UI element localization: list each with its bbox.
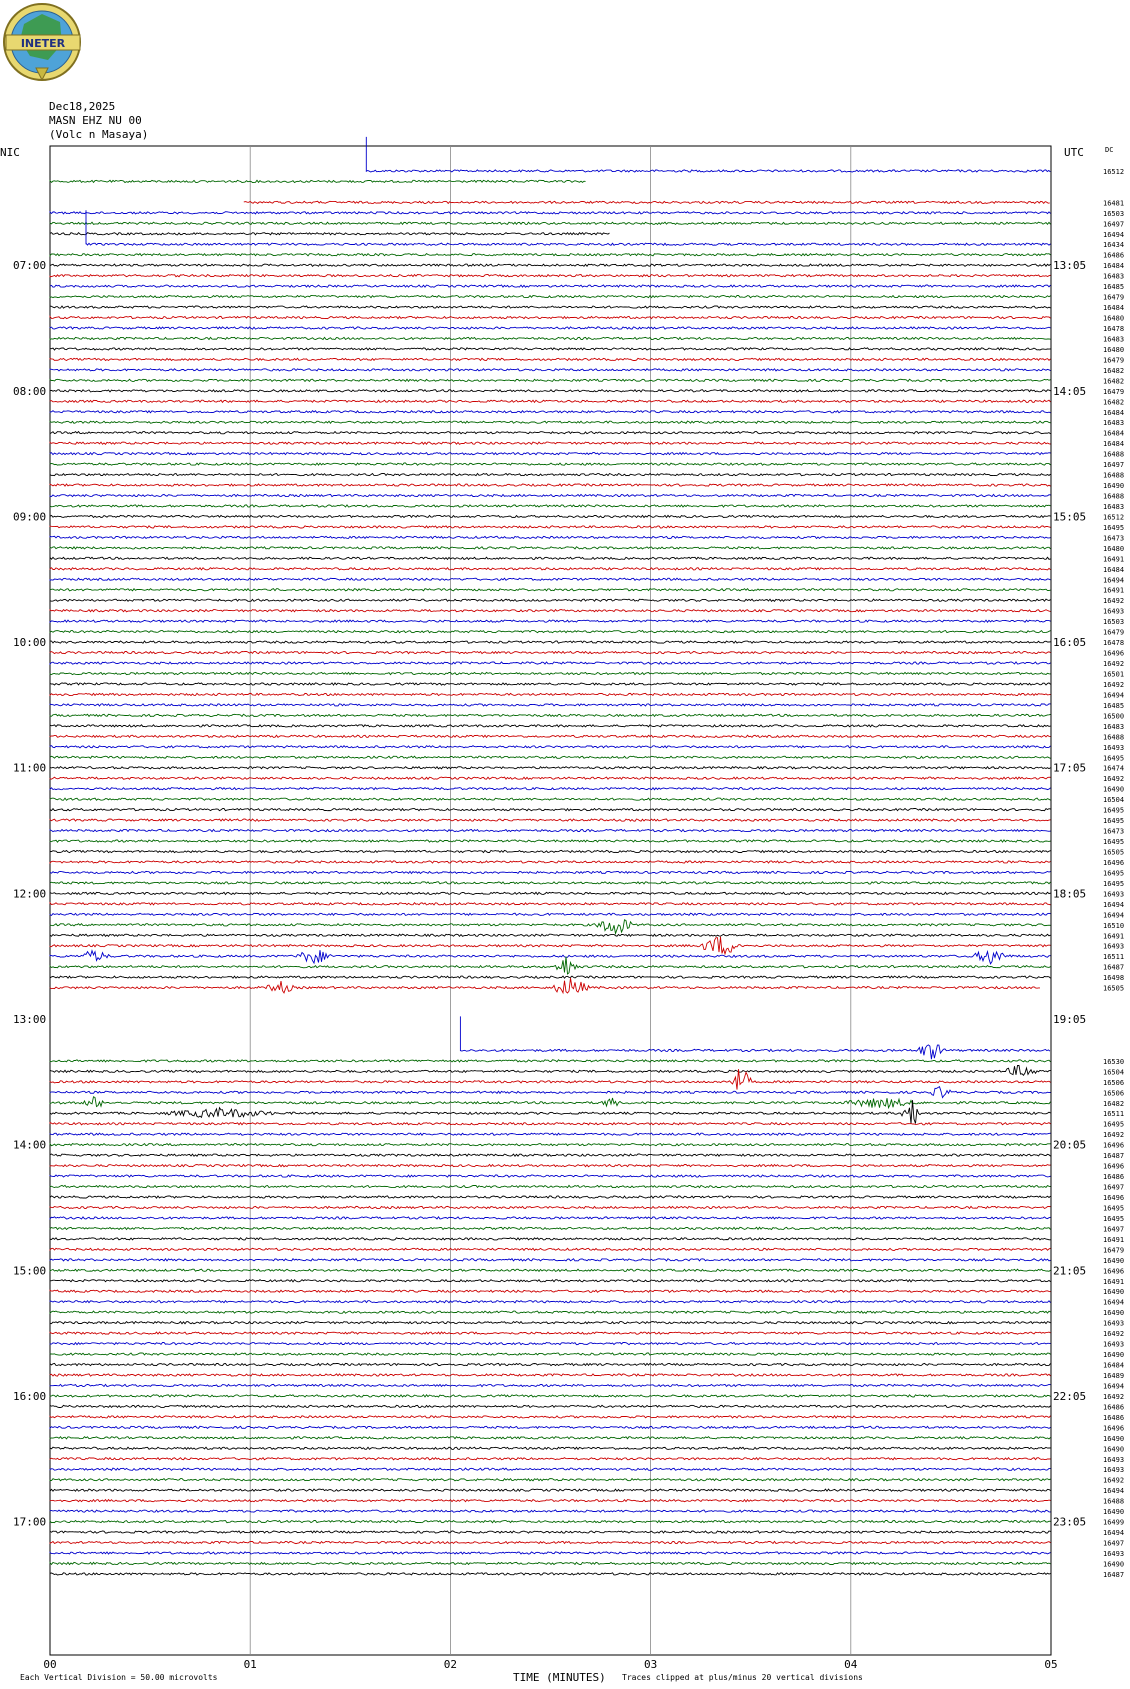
x-tick-label: 03 xyxy=(643,1658,658,1671)
trace-line xyxy=(50,474,1051,476)
dc-offset-label: 16498 xyxy=(1103,974,1125,983)
trace-line xyxy=(50,631,1051,633)
trace-line xyxy=(50,937,1051,954)
trace-line xyxy=(50,903,1051,905)
trace-line xyxy=(50,390,1051,392)
right-axis-label: UTC xyxy=(1064,146,1084,159)
trace-line xyxy=(50,411,1051,413)
trace-line xyxy=(50,920,1051,934)
trace-line xyxy=(50,316,1051,318)
trace-line xyxy=(50,306,1051,308)
trace-line xyxy=(50,1269,1051,1271)
trace-line xyxy=(50,547,1051,549)
trace-line xyxy=(50,1468,1051,1470)
dc-offset-label: 16511 xyxy=(1103,953,1125,962)
trace-line xyxy=(50,693,1051,695)
trace-line xyxy=(50,358,1051,360)
trace-line xyxy=(50,1154,1051,1156)
trace-line xyxy=(244,201,1049,203)
dc-offset-label: 16494 xyxy=(1103,1487,1125,1496)
trace-line xyxy=(50,233,610,235)
dc-offset-label: 16478 xyxy=(1103,324,1125,333)
trace-line xyxy=(50,725,1051,727)
dc-offset-label: 16484 xyxy=(1103,304,1125,313)
dc-offset-label: 16496 xyxy=(1103,1424,1125,1433)
dc-offset-label: 16492 xyxy=(1103,660,1125,669)
dc-offset-label: 16493 xyxy=(1103,942,1125,951)
dc-offset-label: 16494 xyxy=(1103,576,1125,585)
dc-offset-label: 16497 xyxy=(1103,461,1125,470)
dc-offset-label: 16480 xyxy=(1103,544,1125,553)
trace-line xyxy=(50,1384,1051,1386)
scale-note: Each Vertical Division = 50.00 microvolts xyxy=(20,1673,218,1682)
dc-offset-label: 16495 xyxy=(1103,879,1125,888)
trace-line xyxy=(50,1097,1051,1108)
dc-offset-label: 16479 xyxy=(1103,387,1125,396)
dc-offset-label: 16482 xyxy=(1103,377,1125,386)
dc-offset-label: 16495 xyxy=(1103,1214,1125,1223)
dc-offset-label: 16495 xyxy=(1103,838,1125,847)
trace-line xyxy=(50,871,1051,873)
trace-line xyxy=(50,1280,1051,1282)
dc-offset-label: 16510 xyxy=(1103,921,1125,930)
nic-time-label: 16:00 xyxy=(13,1389,47,1403)
trace-line xyxy=(50,327,1051,329)
trace-line xyxy=(50,1238,1051,1240)
trace-line xyxy=(50,348,1051,350)
trace-line xyxy=(50,672,1051,674)
trace-line xyxy=(50,1531,1051,1533)
dc-offset-label: 16478 xyxy=(1103,639,1125,648)
trace-line xyxy=(50,484,1051,486)
trace-line xyxy=(50,1458,1051,1460)
dc-offset-label: 16503 xyxy=(1103,618,1125,627)
logo-text: INETER xyxy=(20,37,66,50)
dc-offset-label: 16500 xyxy=(1103,712,1125,721)
trace-line xyxy=(50,442,1051,444)
trace-line xyxy=(50,610,1051,612)
dc-offset-label: 16483 xyxy=(1103,722,1125,731)
dc-offset-label: 16496 xyxy=(1103,858,1125,867)
dc-offset-label: 16484 xyxy=(1103,429,1125,438)
dc-offset-label: 16490 xyxy=(1103,1288,1125,1297)
trace-line xyxy=(50,1175,1051,1177)
dc-offset-label: 16486 xyxy=(1103,251,1125,260)
dc-offset-label: 16506 xyxy=(1103,1089,1125,1098)
trace-line xyxy=(50,463,1051,465)
trace-line xyxy=(50,222,1051,224)
clip-note: Traces clipped at plus/minus 20 vertical divisions xyxy=(622,1673,863,1682)
dc-offset-label: 16479 xyxy=(1103,356,1125,365)
dc-offset-label: 16490 xyxy=(1103,1434,1125,1443)
trace-line xyxy=(50,1290,1051,1292)
trace-line xyxy=(50,714,1051,716)
trace-line xyxy=(50,536,1051,538)
dc-offset-label: 16482 xyxy=(1103,1099,1125,1108)
dc-offset-label: 16473 xyxy=(1103,534,1125,543)
dc-offset-label: 16487 xyxy=(1103,1152,1125,1161)
trace-line xyxy=(50,1217,1051,1219)
trace-line xyxy=(50,599,1051,601)
dc-offset-label: 16504 xyxy=(1103,796,1125,805)
dc-offset-label: 16504 xyxy=(1103,1068,1125,1077)
trace-line xyxy=(50,1185,1051,1187)
dc-offset-label: 16486 xyxy=(1103,1173,1125,1182)
dc-offset-label: 16473 xyxy=(1103,827,1125,836)
trace-line xyxy=(50,1395,1051,1397)
nic-time-label: 17:00 xyxy=(13,1515,47,1529)
trace-line xyxy=(50,1489,1051,1491)
dc-offset-label: 16492 xyxy=(1103,1476,1125,1485)
dc-offset-label: 16492 xyxy=(1103,1392,1125,1401)
trace-line xyxy=(50,1374,1051,1376)
dc-offset-label: 16497 xyxy=(1103,220,1125,229)
trace-line xyxy=(50,798,1051,800)
dc-offset-label: 16496 xyxy=(1103,649,1125,658)
trace-line xyxy=(50,1573,1051,1575)
dc-offset-label: 16483 xyxy=(1103,419,1125,428)
trace-line xyxy=(50,1248,1051,1250)
dc-offset-label: 16490 xyxy=(1103,482,1125,491)
trace-line xyxy=(50,767,1051,769)
utc-time-label: 22:05 xyxy=(1053,1389,1087,1403)
dc-offset-label: 16486 xyxy=(1103,1413,1125,1422)
dc-offset-label: 16503 xyxy=(1103,209,1125,218)
trace-line xyxy=(50,1521,1051,1523)
trace-line xyxy=(50,976,1051,978)
trace-line xyxy=(50,180,586,182)
dc-offset-label: 16497 xyxy=(1103,1183,1125,1192)
trace-line xyxy=(50,379,1051,381)
dc-offset-label: 16499 xyxy=(1103,1518,1125,1527)
dc-offset-label: 16494 xyxy=(1103,1298,1125,1307)
utc-time-label: 13:05 xyxy=(1053,259,1087,273)
trace-line xyxy=(50,746,1051,748)
trace-line xyxy=(50,432,1051,434)
trace-line xyxy=(50,264,1051,266)
trace-line xyxy=(86,210,1051,245)
trace-line xyxy=(50,620,1051,622)
dc-offset-label: 16496 xyxy=(1103,1162,1125,1171)
trace-line xyxy=(50,830,1051,832)
trace-line xyxy=(50,1332,1051,1334)
trace-line xyxy=(50,1426,1051,1428)
dc-offset-label: 16493 xyxy=(1103,1340,1125,1349)
plot-frame xyxy=(50,146,1051,1655)
x-tick-label: 02 xyxy=(443,1658,458,1671)
trace-line xyxy=(50,861,1051,863)
trace-line xyxy=(50,809,1051,811)
dc-offset-label: 16488 xyxy=(1103,471,1125,480)
trace-line xyxy=(50,1322,1051,1324)
dc-offset-label: 16492 xyxy=(1103,1330,1125,1339)
trace-line xyxy=(50,400,1051,402)
trace-line xyxy=(50,950,1051,964)
dc-offset-label: 16483 xyxy=(1103,272,1125,281)
dc-offset-label: 16493 xyxy=(1103,607,1125,616)
dc-offset-label: 16484 xyxy=(1103,1361,1125,1370)
dc-offset-label: 16506 xyxy=(1103,1078,1125,1087)
trace-line xyxy=(50,589,1051,591)
trace-line xyxy=(50,1541,1051,1543)
trace-line xyxy=(50,913,1051,915)
trace-line xyxy=(50,957,1051,974)
trace-line xyxy=(50,505,1051,507)
trace-line xyxy=(50,641,1051,643)
dc-offset-label: 16493 xyxy=(1103,1455,1125,1464)
nic-time-label: 10:00 xyxy=(13,636,47,650)
dc-offset-label: 16493 xyxy=(1103,1549,1125,1558)
dc-offset-label: 16483 xyxy=(1103,502,1125,511)
trace-line xyxy=(50,275,1051,277)
dc-offset-label: 16494 xyxy=(1103,900,1125,909)
trace-line xyxy=(50,756,1051,758)
trace-line xyxy=(50,978,1040,993)
trace-line xyxy=(50,683,1051,685)
trace-line xyxy=(50,557,1051,559)
trace-line xyxy=(50,1060,1051,1062)
dc-offset-label: 16491 xyxy=(1103,555,1125,564)
dc-offset-label: 16490 xyxy=(1103,785,1125,794)
utc-time-label: 17:05 xyxy=(1053,761,1087,775)
dc-offset-label: 16491 xyxy=(1103,1277,1125,1286)
dc-offset-label: 16488 xyxy=(1103,1497,1125,1506)
utc-time-label: 23:05 xyxy=(1053,1515,1087,1529)
x-tick-label: 05 xyxy=(1044,1658,1058,1671)
trace-line xyxy=(50,850,1051,852)
dc-offset-label: 16495 xyxy=(1103,817,1125,826)
trace-line xyxy=(50,1353,1051,1355)
trace-line xyxy=(50,578,1051,580)
dc-offset-label: 16492 xyxy=(1103,597,1125,606)
nic-time-label: 14:00 xyxy=(13,1138,47,1152)
trace-line xyxy=(50,1206,1051,1208)
trace-line xyxy=(50,819,1051,821)
dc-offset-label: 16490 xyxy=(1103,1560,1125,1569)
dc-offset-label: 16479 xyxy=(1103,293,1125,302)
trace-line xyxy=(50,1552,1051,1554)
nic-time-label: 12:00 xyxy=(13,887,47,901)
nic-time-label: 08:00 xyxy=(13,384,47,398)
dc-offset-label: 16497 xyxy=(1103,1225,1125,1234)
nic-time-label: 15:00 xyxy=(13,1264,47,1278)
dc-offset-label: 16493 xyxy=(1103,743,1125,752)
dc-offset-label: 16486 xyxy=(1103,1403,1125,1412)
dc-offset-label: 16495 xyxy=(1103,754,1125,763)
trace-line xyxy=(50,882,1051,884)
trace-line xyxy=(50,662,1051,664)
dc-offset-label: 16480 xyxy=(1103,345,1125,354)
trace-line xyxy=(50,1510,1051,1512)
x-tick-label: 04 xyxy=(844,1658,858,1671)
x-tick-label: 01 xyxy=(243,1658,257,1671)
dc-offset-label: 16491 xyxy=(1103,1235,1125,1244)
trace-line xyxy=(50,1437,1051,1439)
nic-time-label: 11:00 xyxy=(13,761,47,775)
dc-offset-label: 16494 xyxy=(1103,1382,1125,1391)
trace-line xyxy=(50,1301,1051,1303)
dc-offset-label: 16474 xyxy=(1103,764,1125,773)
nic-time-label: 07:00 xyxy=(13,259,47,273)
trace-line xyxy=(50,1087,1051,1098)
trace-line xyxy=(50,1447,1051,1449)
trace-line xyxy=(50,1165,1051,1167)
station-label: MASN EHZ NU 00 xyxy=(49,114,142,127)
date-label: Dec18,2025 xyxy=(49,100,116,113)
dc-offset-label: 16493 xyxy=(1103,1319,1125,1328)
dc-offset-label: 16497 xyxy=(1103,1539,1125,1548)
trace-line xyxy=(50,735,1051,737)
trace-line xyxy=(50,369,1051,371)
trace-line xyxy=(50,568,1051,570)
dc-offset-label: 16496 xyxy=(1103,1267,1125,1276)
dc-offset-label: 16491 xyxy=(1103,586,1125,595)
trace-line xyxy=(50,1227,1051,1229)
trace-line xyxy=(50,254,1051,256)
x-axis-title: TIME (MINUTES) xyxy=(513,1671,606,1684)
dc-offset-label: 16494 xyxy=(1103,230,1125,239)
trace-line xyxy=(50,934,1051,936)
trace-line xyxy=(50,296,1051,298)
dc-offset-label: 16490 xyxy=(1103,1445,1125,1454)
utc-time-label: 19:05 xyxy=(1053,1013,1087,1027)
dc-offset-label: 16482 xyxy=(1103,366,1125,375)
trace-line xyxy=(50,526,1051,528)
dc-offset-label: 16480 xyxy=(1103,314,1125,323)
trace-line xyxy=(50,788,1051,790)
dc-offset-label: 16501 xyxy=(1103,670,1125,679)
dc-offset-label: 16481 xyxy=(1103,199,1125,208)
trace-line xyxy=(50,1479,1051,1481)
utc-time-label: 20:05 xyxy=(1053,1138,1087,1152)
dc-offset-label: 16434 xyxy=(1103,241,1125,250)
trace-line xyxy=(50,1123,1051,1125)
dc-offset-label: 16488 xyxy=(1103,450,1125,459)
dc-offset-label: 16490 xyxy=(1103,1309,1125,1318)
dc-offset-label: 16490 xyxy=(1103,1351,1125,1360)
dc-offset-label: 16494 xyxy=(1103,691,1125,700)
trace-line xyxy=(50,494,1051,496)
dc-offset-label: 16505 xyxy=(1103,848,1125,857)
dc-offset-label: 16493 xyxy=(1103,1466,1125,1475)
dc-offset-label: 16494 xyxy=(1103,911,1125,920)
trace-line xyxy=(50,1363,1051,1365)
dc-offset-label: 16496 xyxy=(1103,1194,1125,1202)
dc-offset-label: 16488 xyxy=(1103,492,1125,501)
dc-offset-label: 16492 xyxy=(1103,680,1125,689)
dc-offset-label: 16495 xyxy=(1103,523,1125,532)
trace-line xyxy=(50,652,1051,654)
left-axis-label: NIC xyxy=(0,146,20,159)
dc-offset-label: 16505 xyxy=(1103,984,1125,993)
trace-line xyxy=(50,1405,1051,1407)
dc-offset-label: 16484 xyxy=(1103,262,1125,271)
trace-line xyxy=(50,337,1051,339)
trace-line xyxy=(50,1562,1051,1564)
utc-time-label: 18:05 xyxy=(1053,887,1087,901)
dc-offset-label: 16483 xyxy=(1103,335,1125,344)
dc-offset-label: 16490 xyxy=(1103,1256,1125,1265)
nic-time-label: 13:00 xyxy=(13,1013,47,1027)
dc-offset-label: 16479 xyxy=(1103,628,1125,637)
dc-offset-label: 16490 xyxy=(1103,1508,1125,1517)
location-label: (Volc n Masaya) xyxy=(49,128,149,141)
dc-offset-label: 16495 xyxy=(1103,806,1125,815)
dc-offset-label: 16491 xyxy=(1103,932,1125,941)
trace-line xyxy=(50,1066,1051,1076)
dc-offset-label: 16492 xyxy=(1103,1131,1125,1140)
dc-offset-label: 16489 xyxy=(1103,1371,1125,1380)
trace-line xyxy=(50,840,1051,842)
dc-offset-label: 16485 xyxy=(1103,701,1125,710)
trace-line xyxy=(50,1196,1051,1198)
dc-offset-label: 16488 xyxy=(1103,733,1125,742)
dc-offset-label: 16512 xyxy=(1103,167,1125,176)
utc-time-label: 21:05 xyxy=(1053,1264,1087,1278)
dc-offset-label: 16495 xyxy=(1103,1204,1125,1213)
dc-offset-label: 16492 xyxy=(1103,775,1125,784)
dc-offset-label: 16530 xyxy=(1103,1057,1125,1066)
trace-line xyxy=(50,212,1051,214)
trace-line xyxy=(50,1416,1051,1418)
dc-offset-label: 16487 xyxy=(1103,963,1125,972)
dc-offset-label: 16512 xyxy=(1103,513,1125,522)
dc-offset-label: 16482 xyxy=(1103,398,1125,407)
dc-offset-label: 16493 xyxy=(1103,890,1125,899)
trace-line xyxy=(50,777,1051,779)
trace-line xyxy=(50,1343,1051,1345)
trace-line xyxy=(50,285,1051,287)
dc-offset-label: 16494 xyxy=(1103,1529,1125,1538)
trace-line xyxy=(50,1311,1051,1313)
trace-line xyxy=(50,453,1051,455)
trace-line xyxy=(50,892,1051,894)
trace-line xyxy=(366,137,1050,172)
dc-offset-label: 16496 xyxy=(1103,1141,1125,1150)
x-tick-label: 00 xyxy=(43,1658,57,1671)
trace-line xyxy=(50,1500,1051,1502)
utc-time-label: 14:05 xyxy=(1053,384,1087,398)
trace-line xyxy=(50,421,1051,423)
nic-time-label: 09:00 xyxy=(13,510,47,524)
dc-offset-label: 16485 xyxy=(1103,283,1125,292)
dc-offset-label: 16487 xyxy=(1103,1570,1125,1579)
dc-offset-label: 16511 xyxy=(1103,1110,1125,1119)
trace-line xyxy=(50,1144,1051,1146)
dc-label: DC xyxy=(1105,146,1114,154)
trace-line xyxy=(50,515,1051,517)
dc-offset-label: 16484 xyxy=(1103,565,1125,574)
trace-line xyxy=(50,1259,1051,1261)
dc-offset-label: 16479 xyxy=(1103,1246,1125,1255)
trace-line xyxy=(50,1133,1051,1135)
utc-time-label: 16:05 xyxy=(1053,636,1087,650)
dc-offset-label: 16484 xyxy=(1103,408,1125,417)
trace-line xyxy=(50,704,1051,706)
dc-offset-label: 16495 xyxy=(1103,869,1125,878)
trace-line xyxy=(460,1016,1050,1059)
dc-offset-label: 16495 xyxy=(1103,1120,1125,1129)
utc-time-label: 15:05 xyxy=(1053,510,1087,524)
dc-offset-label: 16484 xyxy=(1103,440,1125,449)
